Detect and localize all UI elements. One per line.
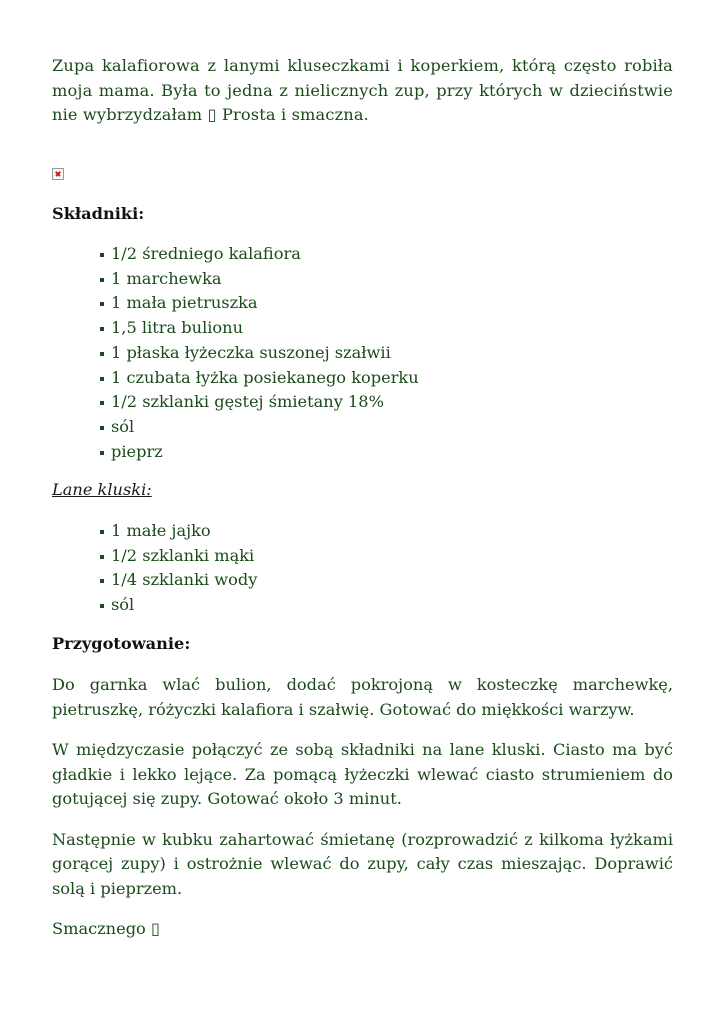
preparation-step: Następnie w kubku zahartować śmietanę (rozprowadzić z kilkoma łyżkami gorącej zupy) i ostrożnie wlewać do zupy, cały czas mieszając. Doprawić solą i pieprzem. (52, 829, 673, 898)
list-item: 1 płaska łyżeczka suszonej szałwii (100, 341, 673, 366)
broken-image-icon (52, 168, 64, 180)
closing-line: Smacznego ▯ (52, 919, 160, 939)
ingredients-list (52, 242, 673, 464)
ingredients-heading: Składniki: (52, 203, 145, 223)
list-item: sól (100, 593, 673, 618)
list-item: 1 czubata łyżka posiekanego koperku (100, 366, 673, 391)
dumplings-list (52, 519, 673, 618)
preparation-step: W międzyczasie połączyć ze sobą składniki na lane kluski. Ciasto ma być gładkie i lekko lejące. Za pomącą łyżeczki wlewać ciasto strumieniem do gotującej się zupy. Gotować około 3 minut. (52, 740, 673, 809)
preparation-heading: Przygotowanie: (52, 633, 191, 653)
list-item: 1 małe jajko (100, 519, 673, 544)
list-item: pieprz (100, 440, 673, 465)
list-item: 1/2 średniego kalafiora (100, 242, 673, 267)
intro-paragraph: Zupa kalafiorowa z lanymi kluseczkami i koperkiem, którą często robiła moja mama. Była to jedna z nielicznych zup, przy których w dzieciństwie nie wybrzydzałam ▯ Prosta i smaczna. (52, 56, 673, 124)
preparation-step: Do garnka wlać bulion, dodać pokrojoną w kosteczkę marchewkę, pietruszkę, różyczki kalafiora i szałwię. Gotować do miękkości warzyw. (52, 675, 673, 719)
list-item: 1/4 szklanki wody (100, 568, 673, 593)
dumplings-heading: Lane kluski: (52, 480, 152, 500)
list-item: 1/2 szklanki mąki (100, 544, 673, 569)
list-item: 1,5 litra bulionu (100, 316, 673, 341)
list-item: sól (100, 415, 673, 440)
list-item: 1 marchewka (100, 267, 673, 292)
list-item: 1/2 szklanki gęstej śmietany 18% (100, 390, 673, 415)
list-item: 1 mała pietruszka (100, 291, 673, 316)
recipe-document (52, 54, 673, 942)
